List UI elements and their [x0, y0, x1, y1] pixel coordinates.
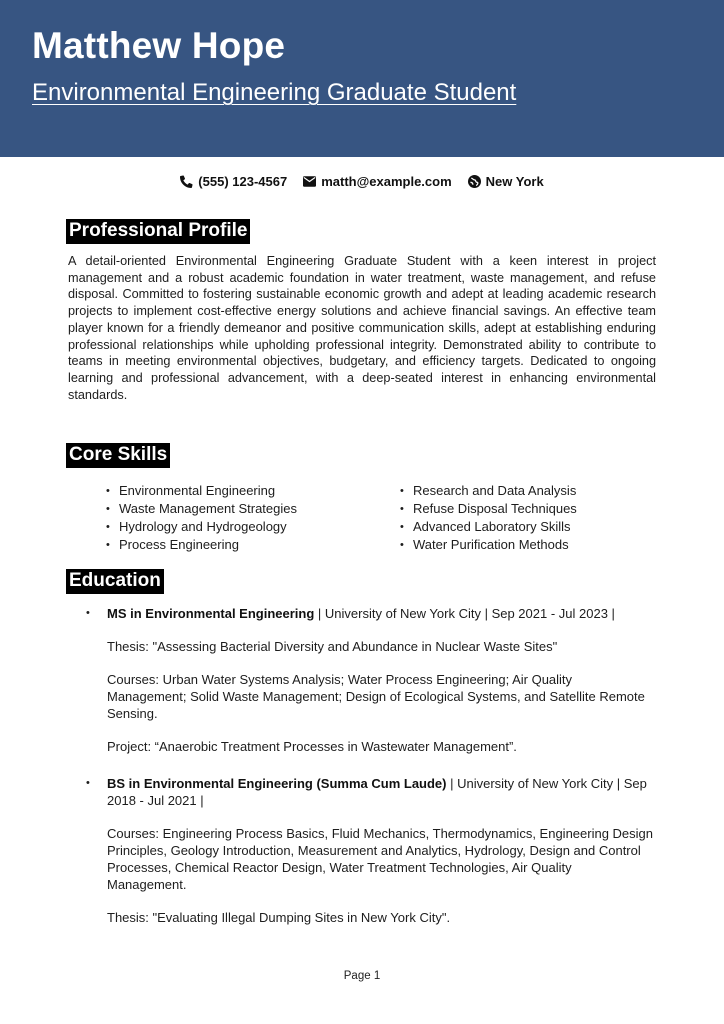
degree-line: [107, 605, 654, 622]
degree-title: BS in Environmental Engineering (Summa Cum Laude): [107, 776, 447, 791]
globe-icon: [468, 175, 481, 188]
contact-phone[interactable]: [180, 174, 287, 189]
phone-text: (555) 123-4567: [198, 174, 288, 189]
skill-item: • Water Purification Methods: [400, 536, 577, 554]
thesis-line: Thesis: "Evaluating Illegal Dumping Sites in New York City".: [107, 910, 451, 925]
skill-item: • Waste Management Strategies: [106, 500, 297, 518]
page-number: Page 1: [343, 970, 381, 982]
courses-line: Courses: Urban Water Systems Analysis; Water Process Engineering; Air Quality Management; Solid Waste Management; Design of Ecological Systems, and Satellite Remote Sensing.: [107, 672, 645, 721]
section-title-education: Education: [66, 569, 164, 594]
skills-list-left: [106, 482, 297, 554]
degree-line: [107, 775, 654, 809]
envelope-icon: [303, 176, 316, 187]
skill-item: • Hydrology and Hydrogeology: [106, 518, 297, 536]
thesis-line: Thesis: "Assessing Bacterial Diversity and Abundance in Nuclear Waste Sites": [107, 639, 558, 654]
education-entry-bs: [88, 775, 654, 926]
courses-line: Courses: Engineering Process Basics, Fluid Mechanics, Thermodynamics, Engineering Design Principles, Geology Introduction, Measurement and Analytics, Hydrology, Design and Control Processes, Chemical Reactor Design, Water Treatment Technologies, Air Quality Management.: [107, 826, 654, 892]
email-text: matth@example.com: [321, 174, 452, 189]
degree-details: | University of New York City | Sep 2021 - Jul 2023 |: [314, 606, 615, 621]
contact-bar: [0, 174, 724, 189]
skill-item: • Advanced Laboratory Skills: [400, 518, 577, 536]
skill-item: • Refuse Disposal Techniques: [400, 500, 577, 518]
contact-location: [468, 174, 544, 189]
skill-item: • Environmental Engineering: [106, 482, 297, 500]
profile-text: A detail-oriented Environmental Engineering Graduate Student with a keen interest in project management and a robust academic foundation in water treatment, waste management, and refuse disposal. Committed to fostering sustainable economic growth and adept at leading academic research projects to implement cost-effective energy solutions and achieve financial savings. An effective team player known for a friendly demeanor and positive communication skills, adept at establishing enduring professional relationships while upholding professional integrity. Demonstrated ability to contribute to teams in meeting environmental objectives, budgetary, and efficiency targets. Dedicated to ongoing learning and professional advancement, with a deep-seated interest in enhancing environmental standards.: [68, 254, 656, 402]
bullet-icon: •: [86, 777, 90, 789]
section-title-skills: Core Skills: [66, 443, 170, 468]
candidate-name: Matthew Hope: [32, 25, 286, 66]
bullet-icon: •: [86, 607, 90, 619]
candidate-title: Environmental Engineering Graduate Student: [32, 79, 517, 106]
contact-email[interactable]: [303, 174, 451, 189]
education-entry-ms: [88, 605, 654, 755]
header-banner: [0, 0, 724, 157]
skills-list-right: [400, 482, 577, 554]
project-line: Project: “Anaerobic Treatment Processes in Wastewater Management”.: [107, 739, 517, 754]
location-text: New York: [485, 174, 544, 189]
skill-item: • Research and Data Analysis: [400, 482, 577, 500]
section-title-profile: Professional Profile: [66, 219, 250, 244]
skill-item: • Process Engineering: [106, 536, 297, 554]
phone-icon: [180, 175, 193, 188]
degree-details: | University of New York City | Sep 2018 - Jul 2021 |: [107, 776, 647, 808]
degree-title: MS in Environmental Engineering: [107, 606, 315, 621]
